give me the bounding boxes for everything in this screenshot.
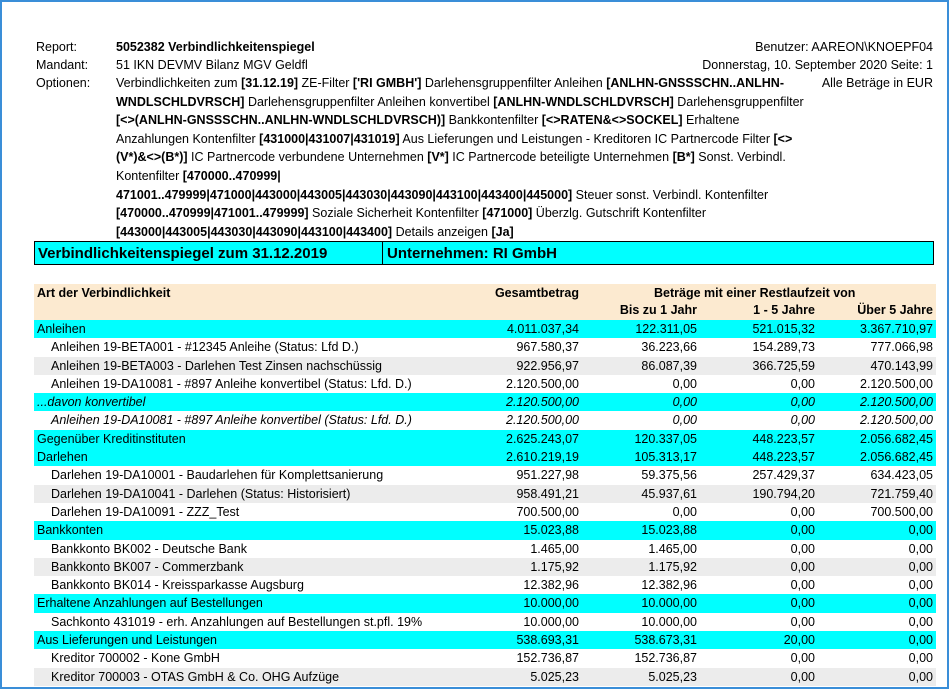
- col-ueber5: Über 5 Jahre: [857, 303, 933, 317]
- table-row: [34, 320, 936, 338]
- row-value: 0,00: [908, 651, 933, 666]
- row-value: 1.175,92: [648, 559, 697, 574]
- row-label: Darlehen 19-DA10001 - Baudarlehen für Komplettsanierung: [51, 468, 384, 483]
- row-label: Bankkonto BK002 - Deutsche Bank: [51, 541, 247, 556]
- report-title: Verbindlichkeitenspiegel zum 31.12.2019: [35, 242, 383, 264]
- table-row: [34, 594, 936, 612]
- row-label: Darlehen 19-DA10091 - ZZZ_Test: [51, 504, 240, 519]
- mandant-label: Mandant:: [36, 58, 89, 72]
- table-row: [34, 357, 936, 375]
- row-value: 0,00: [908, 596, 933, 611]
- row-value: 634.423,05: [870, 468, 933, 483]
- row-value: 366.725,59: [752, 358, 815, 373]
- row-value: 0,00: [790, 651, 815, 666]
- row-value: 2.610.219,19: [506, 450, 579, 465]
- table-row: [34, 558, 936, 576]
- row-value: 0,00: [908, 633, 933, 648]
- row-value: 0,00: [790, 395, 815, 410]
- row-value: 0,00: [790, 559, 815, 574]
- row-label: Anleihen 19-BETA001 - #12345 Anleihe (Status: Lfd D.): [51, 340, 359, 355]
- row-value: 105.313,17: [634, 450, 697, 465]
- company-title: Unternehmen: RI GmbH: [387, 244, 558, 262]
- row-label: Bankkonto BK014 - Kreissparkasse Augsburg: [51, 578, 304, 593]
- row-label: Gegenüber Kreditinstituten: [37, 431, 186, 446]
- row-label: Kreditor 700003 - OTAS GmbH & Co. OHG Aufzüge: [51, 669, 340, 684]
- row-value: 2.056.682,45: [860, 450, 933, 465]
- row-value: 257.429,37: [752, 468, 815, 483]
- row-value: 0,00: [790, 614, 815, 629]
- row-value: 59.375,56: [641, 468, 697, 483]
- row-value: 0,00: [790, 413, 815, 428]
- row-value: 0,00: [672, 413, 697, 428]
- row-value: 0,00: [908, 541, 933, 556]
- row-value: 0,00: [790, 523, 815, 538]
- row-value: 521.015,32: [752, 322, 815, 336]
- row-value: 45.937,61: [641, 486, 697, 501]
- row-value: 967.580,37: [516, 340, 579, 355]
- row-value: 0,00: [908, 578, 933, 593]
- benutzer-info: Benutzer: AAREON\KNOEPF04: [755, 40, 933, 54]
- optionen-label: Optionen:: [36, 76, 91, 90]
- mandant-value: 51 IKN DEVMV Bilanz MGV Geldfl: [116, 58, 308, 72]
- row-value: 700.500,00: [516, 504, 579, 519]
- row-value: 0,00: [790, 596, 815, 611]
- row-value: 0,00: [908, 559, 933, 574]
- table-body: [34, 320, 936, 686]
- row-value: 5.025,23: [648, 669, 697, 684]
- col-1-5: 1 - 5 Jahre: [753, 303, 815, 317]
- row-value: 10.000,00: [641, 614, 697, 629]
- row-label: Erhaltene Anzahlungen auf Bestellungen: [37, 596, 263, 611]
- table-row: [34, 576, 936, 594]
- row-label: Anleihen 19-DA10081 - #897 Anleihe konvertibel (Status: Lfd. D.): [51, 413, 412, 428]
- row-value: 12.382,96: [641, 578, 697, 593]
- row-value: 2.120.500,00: [506, 413, 579, 428]
- table-row: [34, 649, 936, 667]
- row-value: 700.500,00: [870, 504, 933, 519]
- row-value: 538.673,31: [634, 633, 697, 648]
- row-value: 0,00: [672, 504, 697, 519]
- row-value: 448.223,57: [752, 431, 815, 446]
- row-value: 777.066,98: [870, 340, 933, 355]
- row-value: 20,00: [783, 633, 815, 648]
- col-bis1: Bis zu 1 Jahr: [619, 303, 697, 317]
- options-text: Verbindlichkeiten zum [31.12.19] ZE-Filter ['RI GMBH'] Darlehensgruppenfilter Anleihen [ANLHN-GNSSSCHN..ANLHN-WNDLSCHLDVRSCH] Darlehensgruppenfilter Anleihen konvertibel [ANLHN-WNDLSCHLDVRSCH] Darlehensgruppenfilter [<>(ANLHN-GNSSSCHN..ANLHN-WNDLSCHLDVRSCH)] Bankkontenfilter [<>RATEN&<>SOCKEL] Erhaltene Anzahlungen Kontenfilter [431000|431007|431019] Aus Lieferungen und Leistungen - Kreditoren IC Partnercode Filter [<>(V*)&<>(B*)] IC Partnercode verbundene Unternehmen [V*] IC Partnercode beteiligte Unternehmen [B*] Sonst. Verbindl. Kontenfilter [470000..470999| 471001..479999|471000|443000|443005|443030|443090|443100|443400|445000] Steuer sonst. Verbindl. Kontenfilter [470000..470999|471001..479999] Soziale Sicherheit Kontenfilter [471000] Überzlg. Gutschrift Kontenfilter [443000|443005|443030|443090|443100|443400] Details anzeigen [Ja]: [116, 76, 804, 239]
- row-label: Bankkonten: [37, 523, 104, 538]
- row-value: 2.120.500,00: [860, 395, 933, 410]
- table-row: [34, 668, 936, 686]
- row-label: Kreditor 700002 - Kone GmbH: [51, 651, 220, 666]
- date-page-info: Donnerstag, 10. September 2020 Seite: 1: [702, 58, 933, 72]
- row-value: 1.465,00: [530, 541, 579, 556]
- row-value: 0,00: [908, 614, 933, 629]
- row-value: 10.000,00: [523, 614, 579, 629]
- col-art: Art der Verbindlichkeit: [37, 286, 171, 300]
- row-value: 0,00: [790, 541, 815, 556]
- row-value: 0,00: [790, 376, 815, 391]
- table-header: [34, 284, 936, 320]
- row-value: 5.025,23: [530, 669, 579, 684]
- row-value: 2.120.500,00: [506, 376, 579, 391]
- table-row: [34, 503, 936, 521]
- report-name: 5052382 Verbindlichkeitenspiegel: [116, 40, 315, 54]
- row-label: Darlehen 19-DA10041 - Darlehen (Status: Historisiert): [51, 486, 351, 501]
- table-row: [34, 375, 936, 393]
- table-row: [34, 430, 936, 448]
- row-value: 2.120.500,00: [860, 376, 933, 391]
- row-value: 2.625.243,07: [506, 431, 579, 446]
- row-value: 190.794,20: [752, 486, 815, 501]
- row-value: 538.693,31: [516, 633, 579, 648]
- row-label: Anleihen: [37, 322, 86, 336]
- report-title-bar: [34, 241, 934, 265]
- report-label: Report:: [36, 40, 77, 54]
- row-value: 0,00: [908, 523, 933, 538]
- report-header: [36, 38, 933, 241]
- row-value: 86.087,39: [641, 358, 697, 373]
- row-label: Sachkonto 431019 - erh. Anzahlungen auf Bestellungen st.pfl. 19%: [51, 614, 423, 629]
- row-value: 3.367.710,97: [860, 322, 933, 336]
- table-row: [34, 393, 936, 411]
- row-value: 10.000,00: [523, 596, 579, 611]
- row-value: 12.382,96: [523, 578, 579, 593]
- row-label: ...davon konvertibel: [37, 395, 146, 410]
- col-gesamt: Gesamtbetrag: [494, 286, 579, 300]
- row-value: 0,00: [790, 504, 815, 519]
- row-value: 0,00: [672, 395, 697, 410]
- row-label: Darlehen: [37, 450, 88, 465]
- row-value: 10.000,00: [641, 596, 697, 611]
- row-value: 15.023,88: [641, 523, 697, 538]
- table-row: [34, 613, 936, 631]
- currency-note: Alle Beträge in EUR: [821, 76, 933, 90]
- row-value: 721.759,40: [870, 486, 933, 501]
- row-label: Bankkonto BK007 - Commerzbank: [51, 559, 244, 574]
- table-row: [34, 485, 936, 503]
- row-value: 2.056.682,45: [860, 431, 933, 446]
- row-value: 15.023,88: [523, 523, 579, 538]
- row-value: 152.736,87: [634, 651, 697, 666]
- row-value: 0,00: [908, 669, 933, 684]
- row-value: 0,00: [790, 578, 815, 593]
- table-row: [34, 448, 936, 466]
- row-value: 2.120.500,00: [860, 413, 933, 428]
- row-value: 958.491,21: [516, 486, 579, 501]
- row-value: 4.011.037,34: [506, 322, 579, 336]
- row-value: 922.956,97: [516, 358, 579, 373]
- row-value: 2.120.500,00: [506, 395, 579, 410]
- table-row: [34, 631, 936, 649]
- row-value: 36.223,66: [641, 340, 697, 355]
- row-value: 1.175,92: [530, 559, 579, 574]
- table-row: [34, 466, 936, 484]
- col-restlaufzeit: Beträge mit einer Restlaufzeit von: [654, 286, 856, 300]
- row-value: 951.227,98: [516, 468, 579, 483]
- row-label: Aus Lieferungen und Leistungen: [37, 633, 218, 648]
- row-value: 120.337,05: [634, 431, 697, 446]
- row-value: 0,00: [790, 669, 815, 684]
- row-value: 1.465,00: [648, 541, 697, 556]
- table-row: [34, 521, 936, 539]
- row-value: 0,00: [672, 376, 697, 391]
- table-row: [34, 338, 936, 356]
- row-label: Anleihen 19-DA10081 - #897 Anleihe konvertibel (Status: Lfd. D.): [51, 376, 412, 391]
- row-label: Anleihen 19-BETA003 - Darlehen Test Zinsen nachschüssig: [51, 358, 382, 373]
- table-row: [34, 540, 936, 558]
- row-value: 470.143,99: [870, 358, 933, 373]
- row-value: 448.223,57: [752, 450, 815, 465]
- row-value: 154.289,73: [752, 340, 815, 355]
- table-row: [34, 411, 936, 429]
- row-value: 152.736,87: [516, 651, 579, 666]
- row-value: 122.311,05: [635, 322, 697, 336]
